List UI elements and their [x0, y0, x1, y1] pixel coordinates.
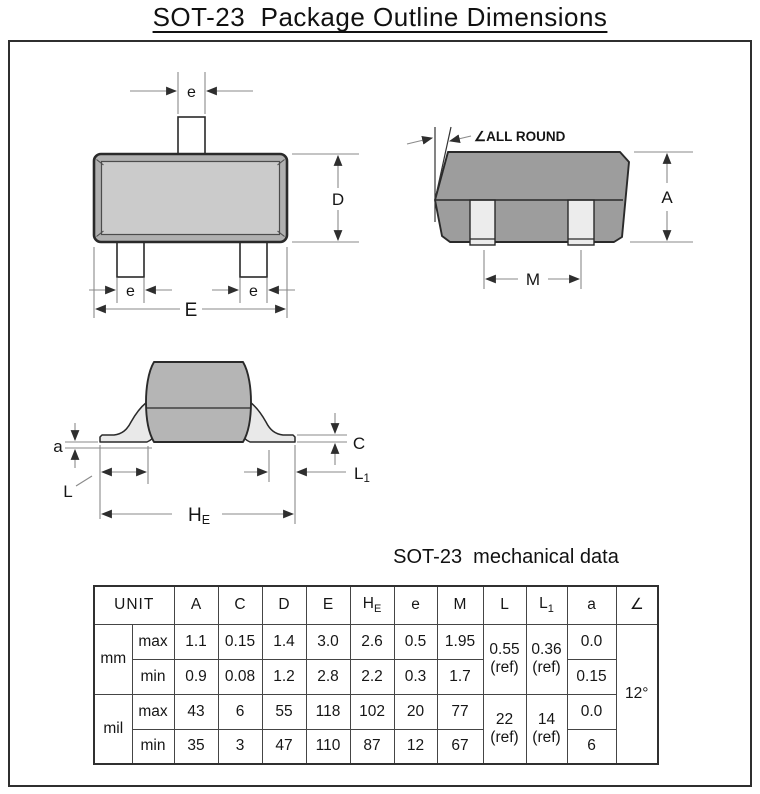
col-header-C: C [218, 586, 262, 624]
cell-mm-min-C: 0.08 [218, 659, 262, 694]
dim-label-E: E [184, 300, 198, 321]
col-header-unit: UNIT [94, 586, 174, 624]
cell-mm-L: 0.55 (ref) [483, 624, 526, 694]
cell-mm-min-HE: 2.2 [350, 659, 394, 694]
dim-label-L1: L1 [354, 464, 370, 485]
cell-mil-max-D: 55 [262, 694, 306, 729]
cell-mil-min-C: 3 [218, 729, 262, 764]
mil-min-label: min [132, 729, 174, 764]
col-header-M: M [437, 586, 483, 624]
col-header-L1: $L_1$ [526, 586, 567, 624]
cell-angle: 12° [616, 624, 658, 764]
cell-mm-max-A: 1.1 [174, 624, 218, 659]
dim-label-C: C [352, 434, 366, 453]
cell-mm-min-A: 0.9 [174, 659, 218, 694]
side-dim-L1 [244, 445, 346, 524]
cell-mm-min-D: 1.2 [262, 659, 306, 694]
cell-mil-min-E: 110 [306, 729, 350, 764]
cell-mil-min-HE: 87 [350, 729, 394, 764]
cell-mm-min-e: 0.3 [394, 659, 437, 694]
cell-mm-min-a: 0.15 [567, 659, 616, 694]
cell-mm-max-C: 0.15 [218, 624, 262, 659]
front-bottom-lead-right [240, 240, 267, 277]
col-header-e: e [394, 586, 437, 624]
front-bottom-lead-left [117, 240, 144, 277]
front-view [89, 72, 359, 321]
cell-mm-max-e: 0.5 [394, 624, 437, 659]
dim-label-L: L [63, 482, 73, 501]
row-mm-max [94, 624, 658, 659]
cell-mm-max-D: 1.4 [262, 624, 306, 659]
mil-max-label: max [132, 694, 174, 729]
dim-label-a: a [53, 437, 63, 456]
col-header-HE: $H_E$ [350, 586, 394, 624]
cell-mm-min-M: 1.7 [437, 659, 483, 694]
cell-mil-max-C: 6 [218, 694, 262, 729]
cell-mil-max-HE: 102 [350, 694, 394, 729]
cell-mil-max-A: 43 [174, 694, 218, 729]
cell-mm-L1: 0.36 (ref) [526, 624, 567, 694]
cell-mm-max-M: 1.95 [437, 624, 483, 659]
mechanical-data-table [93, 585, 659, 765]
dim-label-e-left: e [126, 283, 135, 300]
front-body [94, 154, 287, 242]
cell-mm-max-a: 0.0 [567, 624, 616, 659]
dim-label-e-right: e [249, 283, 258, 300]
unit-mm: mm [94, 624, 132, 694]
cell-mil-min-a: 6 [567, 729, 616, 764]
figure-border-box [8, 40, 752, 787]
front-dim-D [292, 154, 359, 242]
cell-mil-min-D: 47 [262, 729, 306, 764]
cell-mil-max-E: 118 [306, 694, 350, 729]
perspective-lead-right [568, 200, 594, 245]
dim-label-M: M [525, 270, 541, 289]
perspective-lead-left [470, 200, 495, 245]
dim-label-A: A [661, 188, 673, 207]
unit-mil: mil [94, 694, 132, 764]
cell-mm-min-E: 2.8 [306, 659, 350, 694]
side-body [146, 362, 251, 442]
row-mil-min [94, 729, 658, 764]
dim-label-HE: HE [188, 505, 211, 527]
mm-max-label: max [132, 624, 174, 659]
table-header-row [94, 586, 658, 624]
mm-min-label: min [132, 659, 174, 694]
perspective-body [435, 152, 629, 242]
row-mil-max [94, 694, 658, 729]
col-header-E: E [306, 586, 350, 624]
cell-mil-min-A: 35 [174, 729, 218, 764]
cell-mil-max-M: 77 [437, 694, 483, 729]
cell-mil-max-a: 0.0 [567, 694, 616, 729]
col-header-a: a [567, 586, 616, 624]
dim-label-D: D [331, 190, 345, 209]
cell-mm-max-E: 3.0 [306, 624, 350, 659]
cell-mil-min-M: 67 [437, 729, 483, 764]
cell-mil-L: 22 (ref) [483, 694, 526, 764]
col-header-L: L [483, 586, 526, 624]
page-title: SOT-23 Package Outline Dimensions [152, 2, 608, 32]
table-title: SOT-23 mechanical data [393, 546, 619, 568]
cell-mil-L1: 14 (ref) [526, 694, 567, 764]
side-view [53, 362, 370, 527]
cell-mm-max-HE: 2.6 [350, 624, 394, 659]
col-header-angle: ∠ [616, 586, 658, 624]
all-round-label: ∠ALL ROUND [474, 129, 566, 144]
side-dim-C [297, 413, 347, 465]
perspective-view [407, 127, 693, 289]
cell-mil-min-e: 12 [394, 729, 437, 764]
cell-mil-max-e: 20 [394, 694, 437, 729]
side-dim-L [76, 445, 148, 519]
col-header-D: D [262, 586, 306, 624]
front-top-lead [178, 117, 205, 157]
col-header-A: A [174, 586, 218, 624]
dim-label-e-top: e [187, 84, 196, 101]
row-mm-min [94, 659, 658, 694]
